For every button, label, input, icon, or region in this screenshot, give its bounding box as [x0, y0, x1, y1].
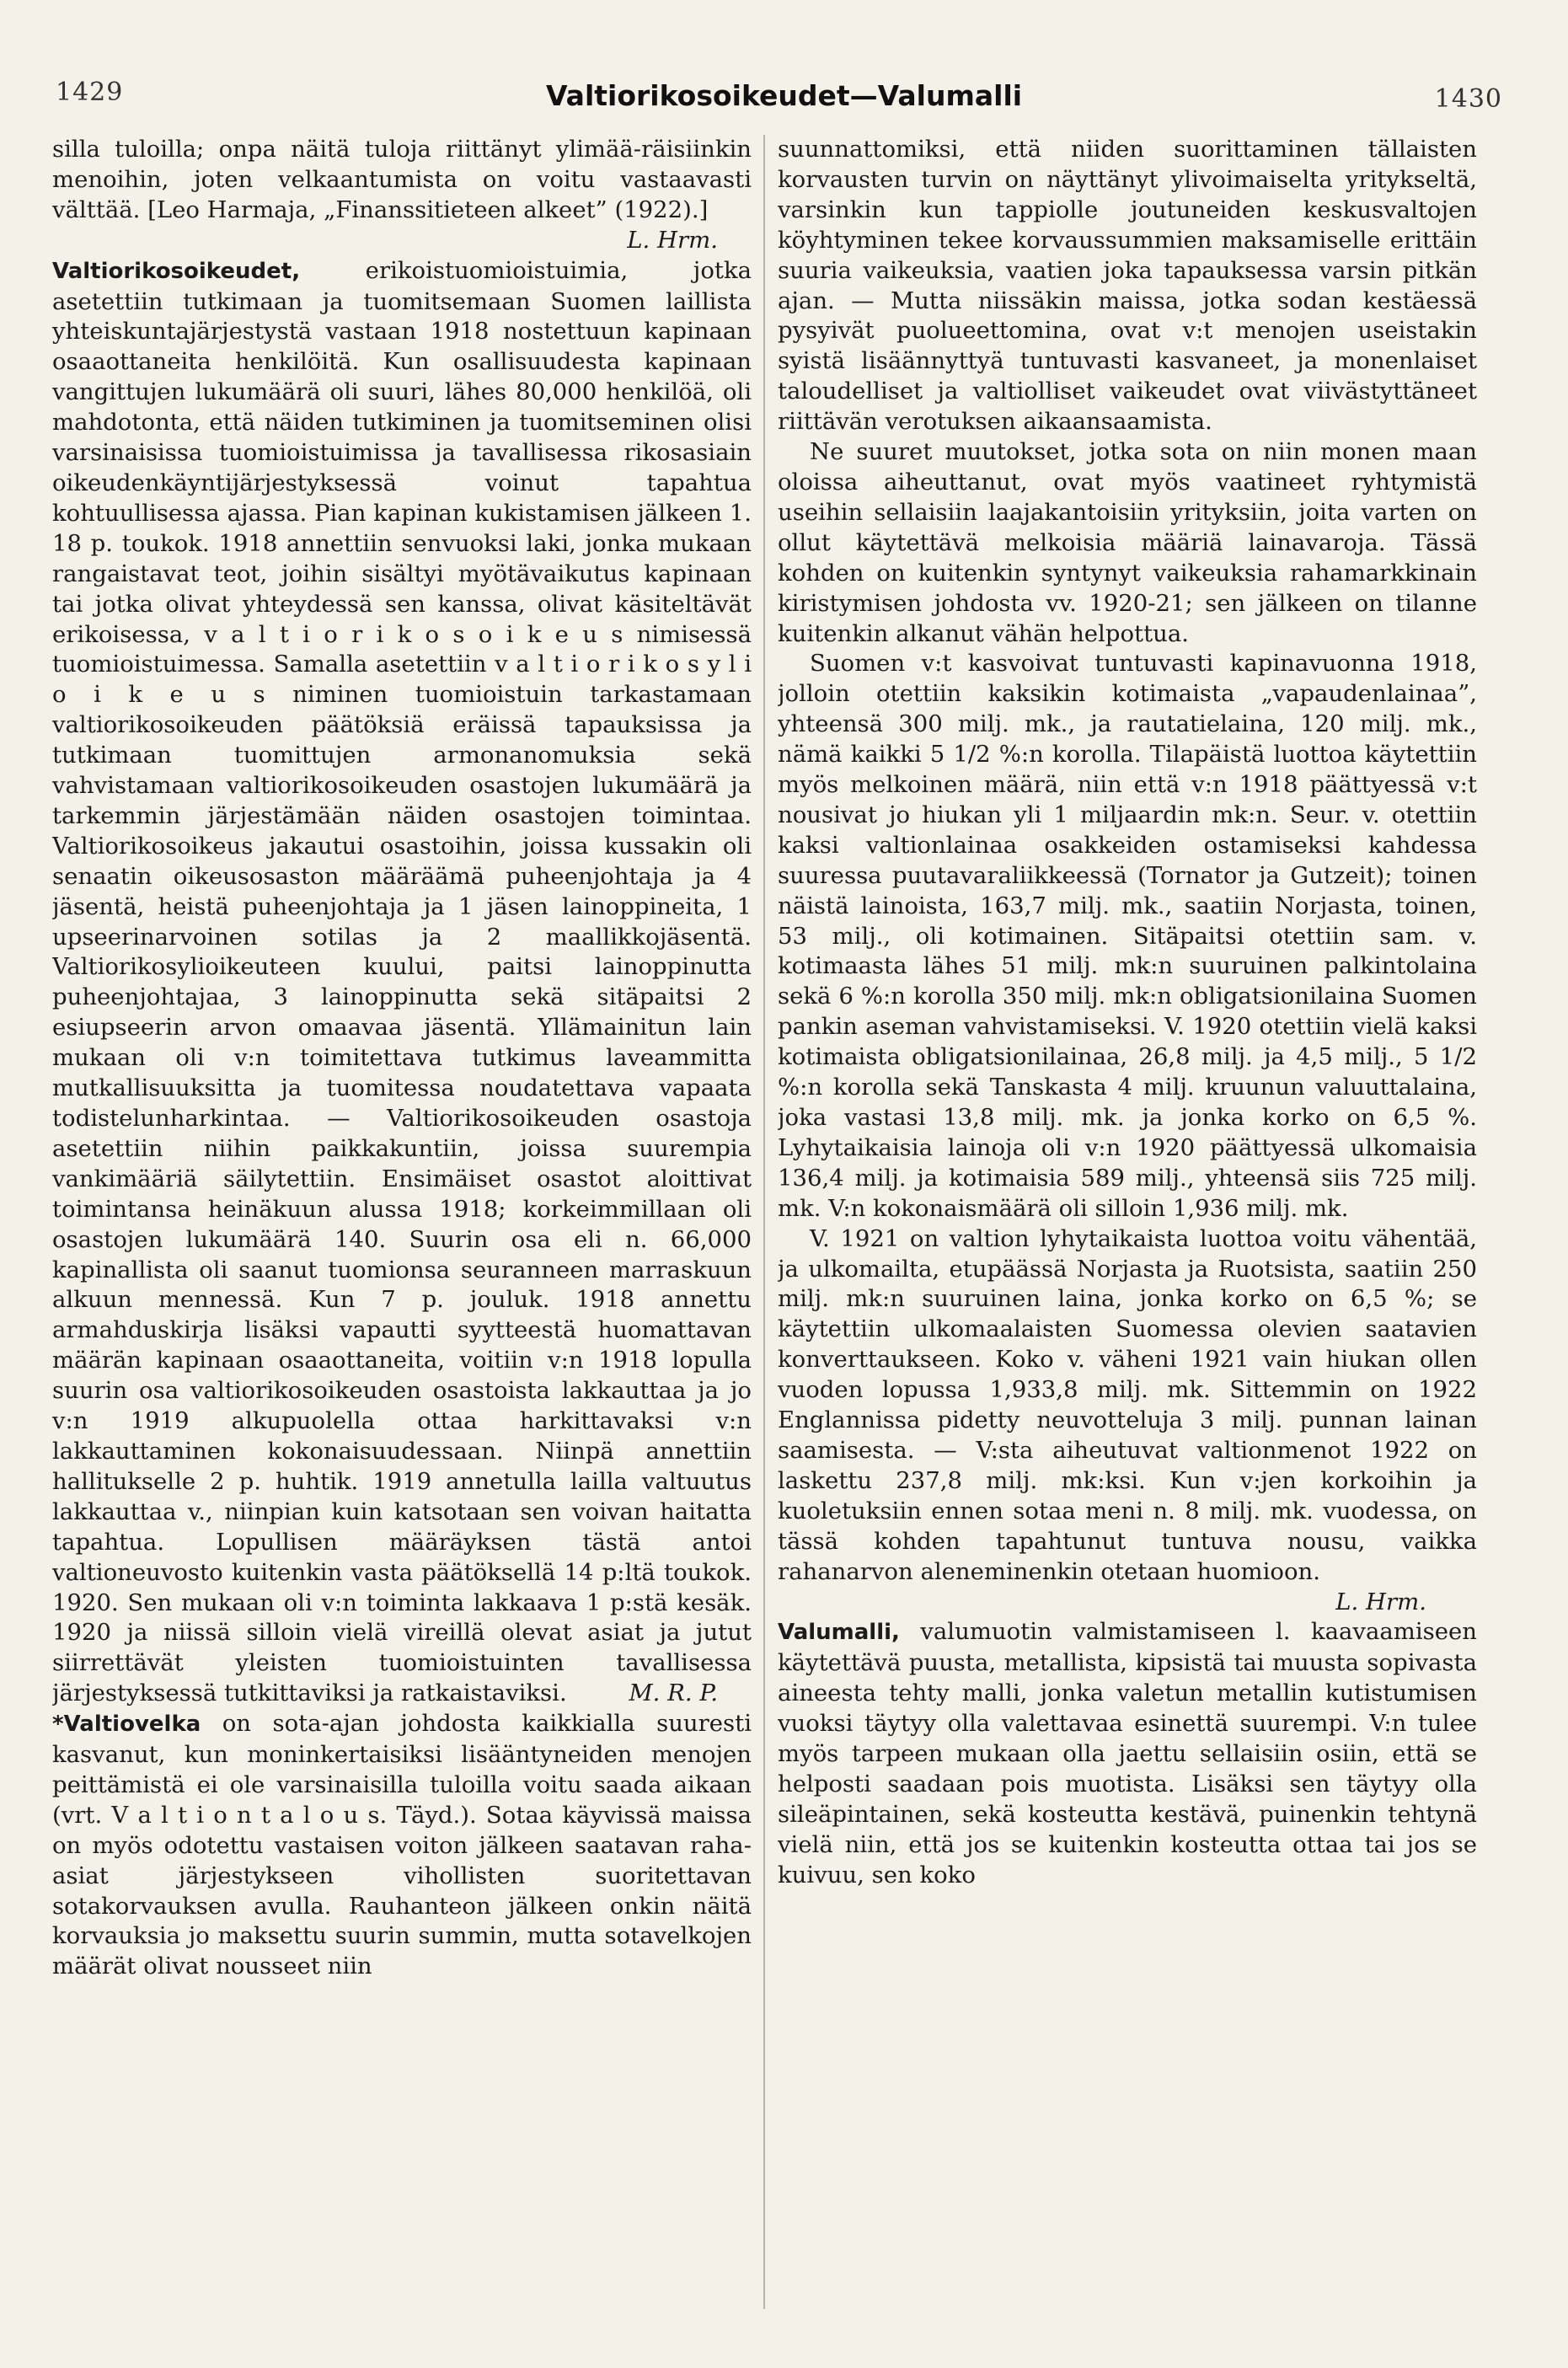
page-header — [0, 78, 1568, 128]
entry-headword: *Valtiovelka — [52, 1712, 201, 1738]
right-column — [778, 135, 1477, 2292]
valtiovelka-paragraph-4: V. 1921 on valtion lyhytaikaista luottoa voitu vähentää, ja ulkomailta, etupäässä Norjasta ja Ruotsista, saatiin 250 milj. mk:n suuruinen laina, jonka korko on 6,5 %; se käytettiin ulkomaalaisten Suomessa olevien saatavien konverttaukseen. Koko v. väheni 1921 vain hiukan ollen vuoden lopussa 1,933,8 milj. mk. Sittemmin on 1922 Englannissa pidetty neuvotteluja 3 milj. punnan lainan saamisesta. — V:sta aiheutuvat valtionmenot 1922 on laskettu 237,8 milj. mk:ksi. Kun v:jen korkoihin ja kuoletuksiin ennen sotaa meni n. 8 milj. mk. vuodessa, on tässä kohden tapahtunut tuntuva nousu, vaikka rahanarvon aleneminenkin otetaan huomioon. — [778, 1224, 1477, 1585]
entry-body: valumuotin valmistamiseen l. kaavaamiseen käytettävä puusta, metallista, kipsistä tai muusta sopivasta aineesta tehty malli, jonka valetun metallin kutistumisen vuoksi täytyy olla valettavaa esinettä suurempi. V:n tulee myös tarpeen mukaan olla jaettu sellaisiin osiin, että se helposti saadaan pois muotista. Lisäksi sen täytyy olla sileäpintainen, sekä kosteutta kestävä, puinenkin tehtynä vielä niin, että jos se kuitenkin kosteutta ottaa tai jos se kuivuu, sen koko — [778, 1618, 1477, 1889]
entry-headword: Valumalli, — [778, 1620, 900, 1646]
author-signature: M. R. P. — [629, 1680, 718, 1707]
continuation-text: silla tuloilla; onpa näitä tuloja riittänyt ylimää-räisiinkin menoihin, joten velkaantumista on voitu vastaavasti välttää. [Leo Harmaja, „Finanssitieteen alkeet” (1922).] — [52, 136, 752, 223]
running-title: Valtiorikosoikeudet—Valumalli — [545, 79, 1023, 112]
entry-valtiorikosoikeudet — [52, 256, 752, 1710]
column-divider — [763, 135, 765, 2309]
valtiovelka-paragraph-2: Ne suuret muutokset, jotka sota on niin monen maan oloissa aiheuttanut, ovat myös vaatineet ryhtymistä useihin sellaisiin laajakantoisiin yrityksiin, joita varten on ollut käytettävä melkoisia määriä lainavaroja. Tässä kohden on kuitenkin syntynyt vaikeuksia rahamarkkinain kiristymisen johdosta vv. 1920-21; sen jälkeen on tilanne kuitenkin alkanut vähän helpottua. — [778, 438, 1477, 647]
entry-headword: Valtiorikosoikeudet, — [52, 258, 301, 284]
page-number-left: 1429 — [56, 78, 124, 107]
valtiovelka-paragraph-1: suunnattomiksi, että niiden suorittaminen tällaisten korvausten turvin on näyttänyt ylivoimaiselta yritykseltä, varsinkin kun tappiolle joutuneiden keskusvaltojen köyhtyminen tekee korvaussummien maksamiselle erittäin suuria vaikeuksia, vaatien joka tapauksessa varsin pitkän ajan. — Mutta niissäkin maissa, jotka sodan kestäessä pysyivät puolueettomina, ovat v:t menojen useistakin syistä lisäännyttyä tuntuvasti kasvaneet, ja monenlaiset taloudelliset ja valtiolliset vaikeudet ovat viivästyttäneet riittävän verotuksen aikaansaamista. — [778, 136, 1477, 436]
entry-body: on sota-ajan johdosta kaikkialla suuresti kasvanut, kun moninkertaisiksi lisääntyneiden menojen peittämistä ei ole varsinaisilla tuloilla voitu saada aikaan (vrt. V a l t i o n t a l o u s. Täyd.). Sotaa käyvissä maissa on myös odotettu vastaisen voiton jälkeen saatavan raha-asiat järjestykseen vihollisten suoritettavan sotakorvauksen avulla. Rauhanteon jälkeen onkin näitä korvauksia jo maksettu suurin summin, mutta sotavelkojen määrät olivat nousseet niin — [52, 1710, 752, 1980]
entry-valtiovelka — [52, 1709, 752, 1982]
left-column — [52, 135, 752, 2292]
author-signature: L. Hrm. — [1335, 1588, 1426, 1615]
entry-body: erikoistuomioistuimia, jotka asetettiin tutkimaan ja tuomitsemaan Suomen laillista yhteiskuntajärjestystä vastaan 1918 nostettuun kapinaan osaaottaneita henkilöitä. Kun osallisuudesta kapinaan vangittujen lukumäärä oli suuri, lähes 80,000 henkilöä, oli mahdotonta, että näiden tutkiminen ja tuomitseminen olisi varsinaisissa tuomioistuimissa ja tavallisessa rikosasiain oikeudenkäyntijärjestyksessä voinut tapahtua kohtuullisessa ajassa. Pian kapinan kukistamisen jälkeen 1. 18 p. toukok. 1918 annettiin senvuoksi laki, jonka mukaan rangaistavat teot, joihin sisältyi myötävaikutus kapinaan tai jotka olivat yhteydessä sen kanssa, olivat käsiteltävät erikoisessa, v a l t i o r i k o s o i k e u s nimisessä tuomioistuimessa. Samalla asetettiin v a l t i o r i k o s y l i o i k e u s niminen tuomioistuin tarkastamaan valtiorikosoikeuden päätöksiä eräissä tapauksissa ja tutkimaan tuomittujen armonanomuksia sekä vahvistamaan valtiorikosoikeuden osastojen lukumäärä ja tarkemmin järjestämään näiden osastojen toimintaa. Valtiorikosoikeus jakautui osastoihin, joissa kussakin oli senaatin oikeusosaston määräämä puheenjohtaja ja 4 jäsentä, heistä puheenjohtaja ja 1 jäsen lainoppineita, 1 upseerinarvoinen sotilas ja 2 maallikkojäsentä. Valtiorikosylioikeuteen kuului, paitsi lainoppinutta puheenjohtajaa, 3 lainoppinutta sekä sitäpaitsi 2 esiupseerin arvon omaavaa jäsentä. Yllämainitun lain mukaan oli v:n toimitettava tutkimus laveammitta mutkallisuuksitta ja tuomitessa noudatettava vapaata todistelunharkintaa. — Valtiorikosoikeuden osastoja asetettiin niihin paikkakuntiin, joissa suurempia vankimääriä säilytettiin. Ensimäiset osastot aloittivat toimintansa heinäkuun alussa 1918; korkeimmillaan oli osastojen lukumäärä 140. Suurin osa eli n. 66,000 kapinallista oli saanut tuomionsa seuranneen marraskuun alkuun mennessä. Kun 7 p. jouluk. 1918 annettu armahduskirja lisäksi vapautti syytteestä huomattavan määrän kapinaan osaaottaneita, voitiin v:n 1918 lopulla suurin osa valtiorikosoikeuden osastoista lakkauttaa ja jo v:n 1919 alkupuolella ottaa harkittavaksi v:n lakkauttaminen kokonaisuudessaan. Niinpä annettiin hallitukselle 2 p. huhtik. 1919 annetulla lailla valtuutus lakkauttaa v., niinpian kuin katsotaan sen voivan haitatta tapahtua. Lopullisen määräyksen tästä antoi valtioneuvosto kuitenkin vasta päätöksellä 14 p:ltä toukok. 1920. Sen mukaan oli v:n toiminta lakkaava 1 p:stä kesäk. 1920 ja niissä silloin vielä vireillä olevat asiat ja jutut siirrettävät yleisten tuomioistuinten tavallisessa järjestyksessä tutkittaviksi ja ratkaistaviksi. — [52, 256, 752, 1707]
author-signature: L. Hrm. — [627, 226, 718, 254]
page-number-right: 1430 — [1434, 84, 1502, 114]
valtiovelka-paragraph-3: Suomen v:t kasvoivat tuntuvasti kapinavuonna 1918, jolloin otettiin kaksikin kotimaista „vapaudenlainaa”, yhteensä 300 milj. mk., ja rautatielaina, 120 milj. mk., nämä kaikki 5 1/2 %:n korolla. Tilapäistä luottoa käytettiin myös melkoinen määrä, niin että v:n 1918 päättyessä v:t nousivat jo hiukan yli 1 miljaardin mk:n. Seur. v. otettiin kaksi valtionlainaa osakkeiden ostamiseksi kahdessa suuressa puutavaraliikkeessä (Tornator ja Gutzeit); toinen näistä lainoista, 163,7 milj. mk., saatiin Norjasta, toinen, 53 milj., oli kotimainen. Sitäpaitsi otettiin sam. v. kotimaasta lähes 51 milj. mk:n suuruinen palkintolaina sekä 6 %:n korolla 350 milj. mk:n obligatsionilaina Suomen pankin aseman vahvistamiseksi. V. 1920 otettiin vielä kaksi kotimaista obligatsionilainaa, 26,8 milj. ja 4,5 milj., 5 1/2 %:n korolla sekä Tanskasta 4 milj. kruunun valuuttalaina, joka vastasi 13,8 milj. mk. ja jonka korko on 6,5 %. Lyhytaikaisia lainoja oli v:n 1920 päättyessä ulkomaisia 136,4 milj. ja kotimaisia 589 milj., yhteensä siis 725 milj. mk. V:n kokonaismäärä oli silloin 1,936 milj. mk. — [778, 650, 1477, 1222]
entry-valumalli — [778, 1617, 1477, 1890]
continuation-paragraph — [52, 135, 752, 254]
